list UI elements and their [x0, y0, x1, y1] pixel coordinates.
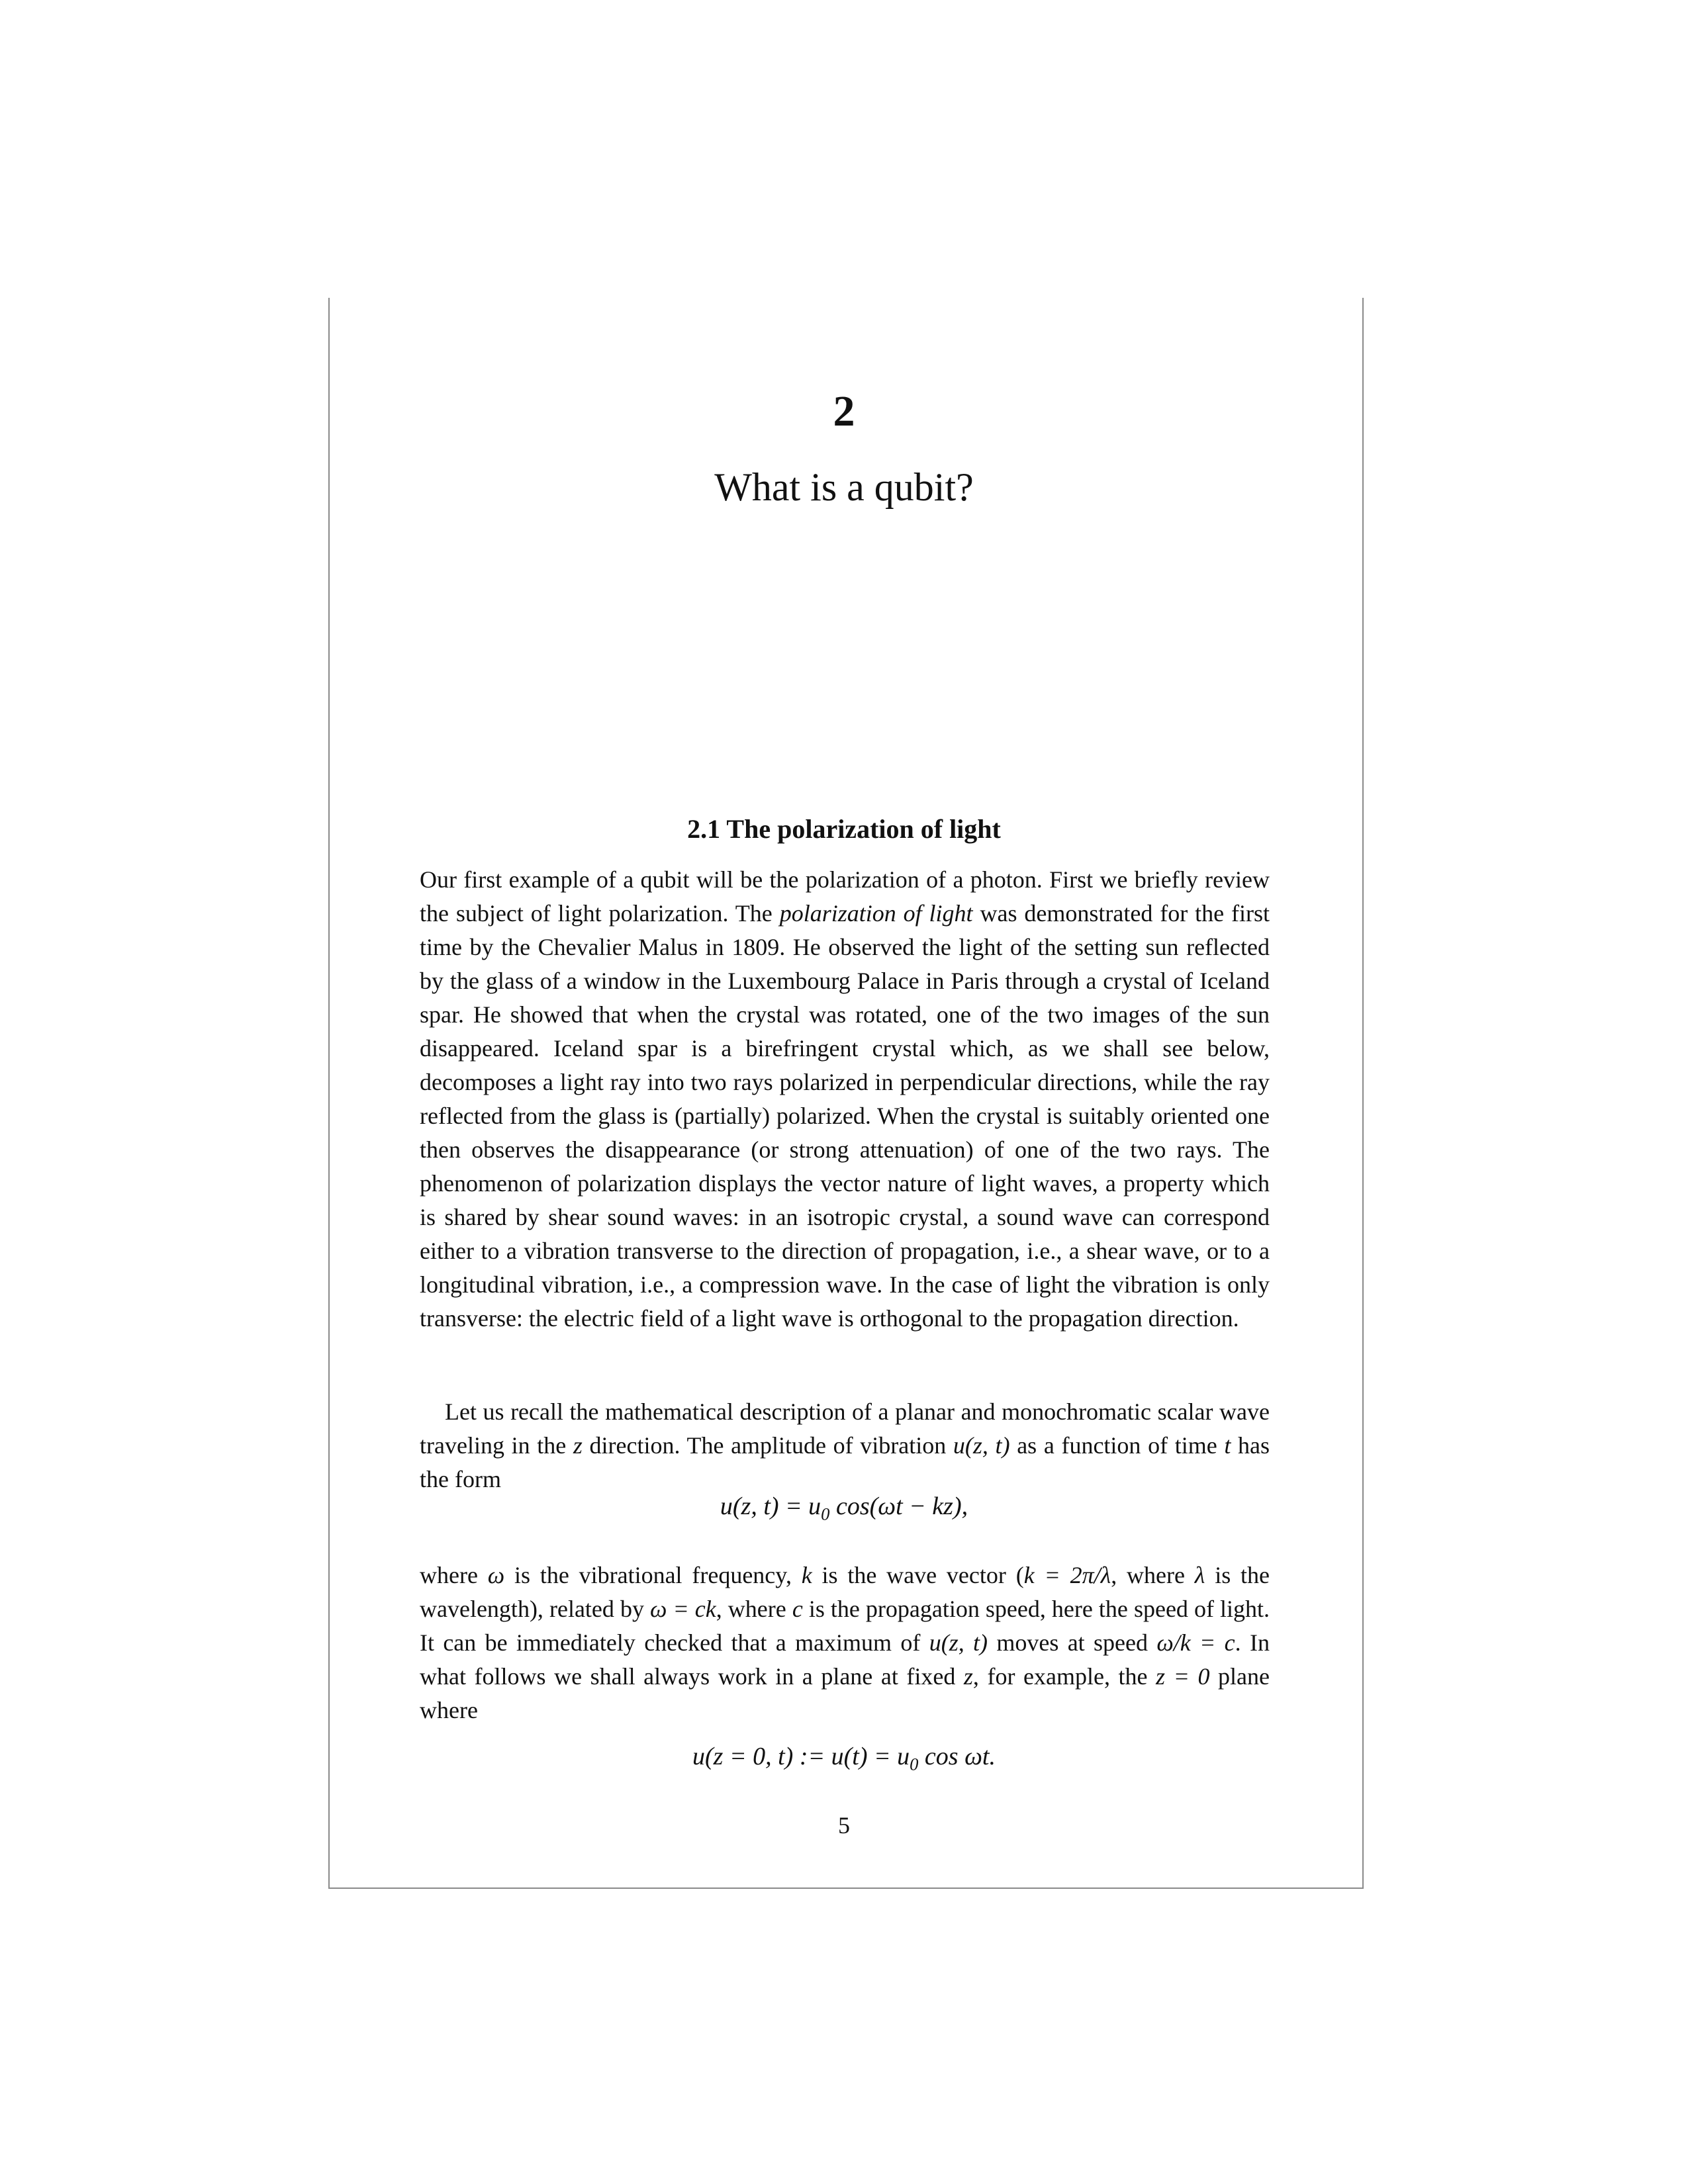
section-heading: 2.1 The polarization of light	[687, 814, 1001, 844]
equation-fixed-plane: u(z = 0, t) := $u(t) = u_0$ cos ωt.	[692, 1743, 996, 1774]
paragraph-wave-parameters: where ω is the vibrational frequency, k is the wave vector (k = 2π/λ, where λ is the wavelength), related by ω = ck, where c is the propagation speed, here the speed of light. It can be immediately checked that a maximum of u(z, t) moves at speed ω/k = c. In what follows we shall always work in a plane at fixed z, for example, the z = 0 plane where	[420, 1562, 1270, 1723]
paragraph-intro: Our first example of a qubit will be the polarization of a photon. First we briefly review the subject of light polarization. The polarization of light was demonstrated for the first time by the Chevalier Malus in 1809. He observed the light of the setting sun reflected by the glass of a window in the Luxembourg Palace in Paris through a crystal of Iceland spar. He showed that when the crystal was rotated, one of the two images of the sun disappeared. Iceland spar is a birefringent crystal which, as we shall see below, decomposes a light ray into two rays polarized in perpendicular directions, while the ray reflected from the glass is (partially) polarized. When the crystal is suitably oriented one then observes the disappearance (or strong attenuation) of one of the two rays. The phenomenon of polarization displays the vector nature of light waves, a property which is shared by shear sound waves: in an isotropic crystal, a sound wave can correspond either to a vibration transverse to the direction of propagation, i.e., a shear wave, or to a longitudinal vibration, i.e., a compression wave. In the case of light the vibration is only transverse: the electric field of a light wave is orthogonal to the propagation direction.	[420, 866, 1270, 1332]
chapter-title: What is a qubit?	[714, 465, 974, 509]
paragraph-wave-description: Let us recall the mathematical description of a planar and monochromatic scalar wave traveling in the z direction. The amplitude of vibration u(z, t) as a function of time t has the form	[420, 1398, 1270, 1492]
italic-term: polarization of light	[779, 900, 973, 927]
equation-wave: u(z, $t) = u_0$ cos(ωt − kz),	[720, 1492, 968, 1524]
page-number: 5	[838, 1812, 850, 1839]
chapter-number: 2	[833, 387, 855, 435]
